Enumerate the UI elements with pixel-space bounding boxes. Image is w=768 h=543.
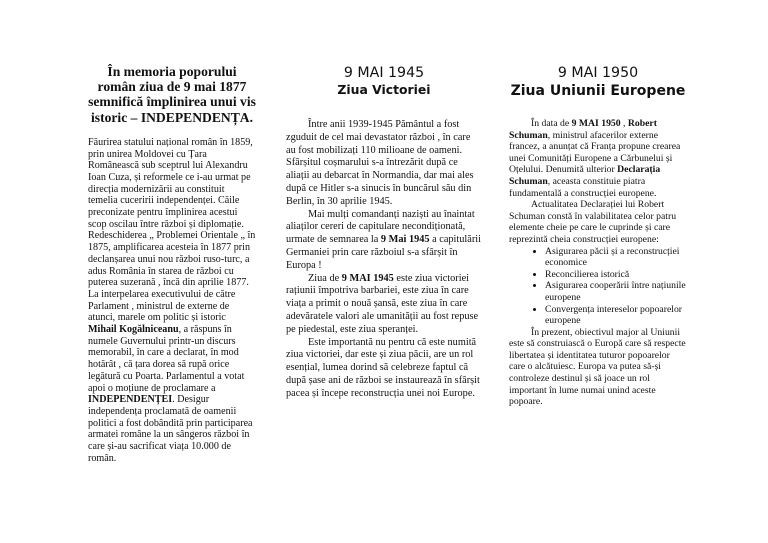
body-independence bbox=[88, 137, 256, 465]
list-item: • Asigurarea cooperării între națiunile europene bbox=[545, 280, 687, 303]
subtitle-ziua-uniunii-europene: Ziua Uniunii Europene bbox=[510, 83, 686, 99]
text-run: este ziua victoriei rațiunii împotriva barbariei, este ziua în care viața a primit o nouă șansă, este ziua în care adevăratele valori ale umanității au fost repuse pe piedestal, este ziua speranței. bbox=[286, 272, 479, 335]
heading-independence: În memoria poporului român ziua de 9 mai 1877 semnifică împlinirea unui vis istoric – INDEPENDENȚA. bbox=[88, 64, 256, 125]
text-run: , ministrul afacerilor externe francez, a anunțat că Franța propune crearea unei Comunități Europene a Cărbunelui și Oțelului. Denumită ulterior bbox=[509, 129, 681, 176]
bold-text: 9 Mai 1945 bbox=[380, 234, 430, 246]
bold-text: Mihail Kogălniceanu bbox=[88, 324, 179, 336]
paragraph-victory-4 bbox=[286, 337, 482, 401]
text-run: Ziua de bbox=[308, 272, 342, 284]
paragraph-europe-2 bbox=[509, 199, 687, 245]
column-independence bbox=[88, 0, 256, 465]
bold-text: Declarația Schuman bbox=[509, 164, 661, 187]
text-run: , bbox=[620, 118, 628, 129]
text-run: Este importantă nu pentru că este numită ziua victoriei, dar este și ziua păcii, are un rol esențial, lumea dorind să celebreze faptul că după șase ani de război se instaurează în sfârșit pacea și începe reconstrucția unei noi Europe. bbox=[286, 336, 480, 399]
list-item: • Reconcilierea istorică bbox=[545, 269, 687, 281]
text-run: În data de bbox=[531, 118, 572, 129]
paragraph-europe-1 bbox=[509, 118, 687, 199]
key-elements-list bbox=[509, 246, 687, 327]
title-9-mai-1950: 9 MAI 1950 bbox=[557, 65, 639, 81]
paragraph-victory-3 bbox=[286, 273, 482, 337]
bold-text: 9 MAI 1950 bbox=[571, 118, 621, 129]
bold-text: INDEPENDENȚEI bbox=[88, 394, 173, 406]
column-victory-day bbox=[286, 0, 482, 401]
text-run: , a răspuns în numele Guvernului printr-un discurs memorabil, în care a declarat, în mod hotărât , că țara dorea să rupă orice legătură cu Poarta. Parlamentul a votat apoi o moțiune de proclamare a bbox=[88, 324, 245, 394]
list-item: • Asigurarea păcii și a reconstrucției economice bbox=[545, 246, 687, 269]
text-run: Făurirea statului național român în 1859, prin unirea Moldovei cu Țara Românească sub sceptrul lui Alexandru Ioan Cuza, și reformele ce i-au urmat pe direcția modernizării au constituit temelia cuceririi independenței. Căile preconizate pentru împlinirea acestui scop oscilau între război și diplomație. Redeschiderea „ Problemei Orientale „ în 1875, amplificarea acesteia în 1877 prin declanșarea unui nou război ruso-turc, a adus România în starea de război cu puterea suzerană , încă din aprilie 1877. La interpelarea executivului de către Parlament , ministrul de externe de atunci, marele om politic și istoric bbox=[88, 136, 256, 324]
text-run: În prezent, obiectivul major al Uniunii este să construiască o Europă care să respecte libertatea și identitatea tuturor popoarelor care o alcătuiesc. Europa va putea să-și controleze destinul și să joace un rol important în lume numai unind aceste popoare. bbox=[509, 326, 686, 408]
column-europe-day bbox=[509, 0, 687, 408]
text-run: a capitulării Germaniei prin care războiul s-a sfârșit în Europa ! bbox=[286, 234, 482, 271]
list-item: • Convergența intereselor popoarelor europene bbox=[545, 304, 687, 327]
text-run: Actualitatea Declarației lui Robert Schuman constă în valabilitatea celor patru elemente cheie pe care le cuprinde și care reprezintă cheia construcției europene: bbox=[509, 199, 677, 245]
bold-text: 9 MAI 1945 bbox=[341, 272, 394, 284]
paragraph-europe-3 bbox=[509, 327, 687, 408]
paragraph-victory-1 bbox=[286, 119, 482, 209]
title-9-mai-1945: 9 MAI 1945 bbox=[343, 65, 425, 81]
text-run: , aceasta constituie piatra fundamentală a construcției europene. bbox=[509, 175, 657, 199]
text-run: Între anii 1939-1945 Pământul a fost zguduit de cel mai devastator război , în care au fost mobilizați 110 milioane de oameni. Sfârșitul coșmarului s-a întrezărit după ce aliații au debarcat în Normandia, dar mai ales după ce Hitler s-a sinucis în buncărul său din Berlin, în 30 aprilie 1945. bbox=[286, 119, 474, 207]
paragraph-victory-2 bbox=[286, 209, 482, 273]
text-run: Mai mulți comandanți naziști au înaintat aliaților cereri de capitulare necondiționată, urmate de semnarea la bbox=[286, 208, 475, 246]
text-run: . Desigur independența proclamată de oamenii politici a fost dobândită prin participarea armatei române la un sângeros război în care și-au sacrificat viața 10.000 de român. bbox=[88, 394, 253, 464]
subtitle-ziua-victoriei: Ziua Victoriei bbox=[337, 82, 431, 97]
bold-text: Robert Schuman bbox=[509, 118, 657, 141]
